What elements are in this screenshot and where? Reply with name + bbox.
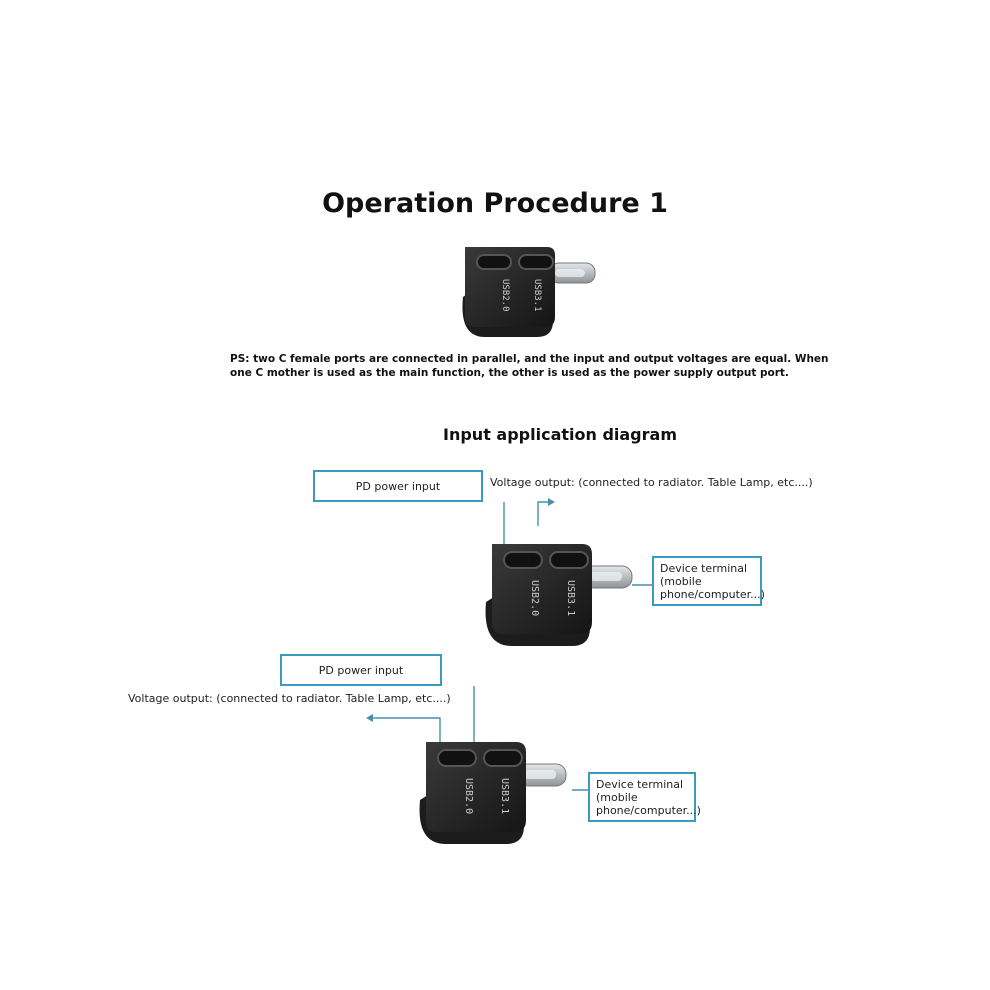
usb2-label-2: USB2.0 (529, 580, 540, 617)
device-terminal-line-2c: phone/computer...) (596, 804, 701, 817)
pd-input-box-1 (313, 470, 483, 502)
usb2-label-1: USB2.0 (500, 279, 510, 312)
voltage-output-label-1: Voltage output: (connected to radiator. Table Lamp, etc....) (490, 476, 813, 489)
pd-input-label-1: PD power input (355, 479, 441, 493)
note-line-1: PS: two C female ports are connected in parallel, and the input and output voltages are equal. When (230, 353, 829, 365)
adapter-image-3 (414, 740, 574, 850)
usb3-label-1: USB3.1 (532, 279, 542, 312)
diagram-subtitle: Input application diagram (443, 425, 677, 444)
device-terminal-line-2b: (mobile (596, 791, 638, 804)
voltage-output-label-2: Voltage output: (connected to radiator. Table Lamp, etc....) (128, 692, 451, 705)
adapter-image-2 (480, 542, 640, 652)
device-terminal-line-1b: (mobile (660, 575, 702, 588)
device-terminal-box-1 (652, 556, 765, 606)
voltage-output-line-2 (370, 718, 440, 742)
device-terminal-box-2 (588, 772, 701, 822)
voltage-output-arrowhead-2 (366, 714, 373, 722)
usb2-label-3: USB2.0 (463, 778, 474, 815)
usb3-label-3: USB3.1 (499, 778, 510, 815)
note-line-2: one C mother is used as the main function, the other is used as the power supply output port. (230, 367, 789, 379)
device-terminal-line-1c: phone/computer...) (660, 588, 765, 601)
page-title: Operation Procedure 1 (322, 188, 668, 219)
pd-input-box-2 (280, 654, 442, 686)
device-terminal-line-2a: Device terminal (596, 778, 684, 791)
device-terminal-line-1a: Device terminal (660, 562, 748, 575)
voltage-output-arrowhead-1 (548, 498, 555, 506)
usb3-label-2: USB3.1 (565, 580, 576, 617)
pd-input-label-2: PD power input (318, 663, 404, 677)
voltage-output-line-1 (538, 502, 552, 526)
